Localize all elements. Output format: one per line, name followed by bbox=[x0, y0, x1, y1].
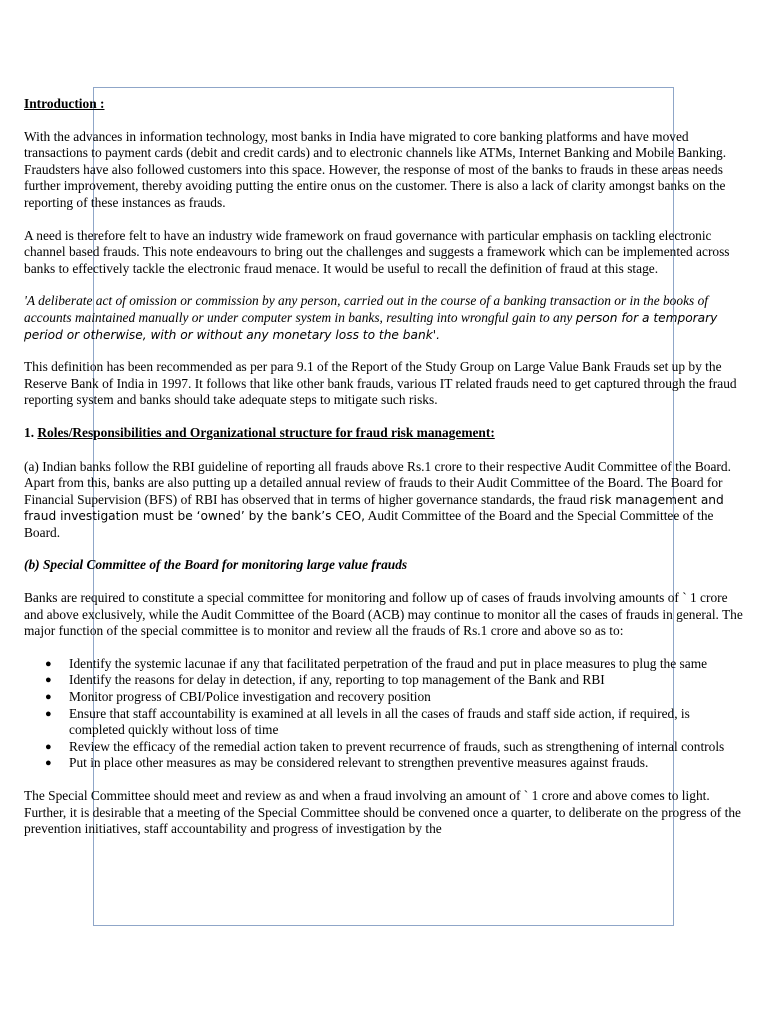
bullet-icon: ● bbox=[45, 757, 52, 770]
bullet-icon: ● bbox=[45, 740, 52, 753]
list-item bbox=[24, 656, 746, 673]
section-1b-paragraph: Banks are required to constitute a special committee for monitoring and follow up of cases of frauds involving amounts of ` 1 crore and above exclusively, while the Audit Committee of the Board (ACB) may continue to monitor all the cases of frauds in general. The major function of the special committee is to monitor and review all the frauds of Rs.1 crore and above so as to: bbox=[24, 590, 743, 639]
section-1c-paragraph: The Special Committee should meet and review as and when a fraud involving an amount of ` 1 crore and above comes to light. Further, it is desirable that a meeting of the Special Committee should be convened once a quarter, to deliberate on the progress of the prevention initiatives, staff accountability and progress of investigation by the bbox=[24, 788, 741, 837]
section-1b-heading: (b) Special Committee of the Board for monitoring large value frauds bbox=[24, 557, 408, 573]
list-item-text: Identify the reasons for delay in detection, if any, reporting to top management of the Bank and RBI bbox=[69, 672, 605, 688]
list-item-text: Review the efficacy of the remedial action taken to prevent recurrence of frauds, such as strengthening of internal controls bbox=[69, 738, 725, 754]
document-body bbox=[24, 96, 746, 854]
introduction-heading-text: Introduction : bbox=[24, 96, 105, 111]
list-item-text: Ensure that staff accountability is examined at all levels in all the cases of frauds and staff side action, if required, is completed quickly without loss of time bbox=[69, 705, 690, 738]
bullet-icon: ● bbox=[45, 691, 52, 704]
section-1a-sans-text: risk management and fraud investigation must be ‘owned’ by the bank’s CEO, bbox=[24, 492, 724, 524]
list-item bbox=[24, 739, 746, 756]
bullet-icon: ● bbox=[45, 707, 52, 720]
fraud-definition-quote bbox=[24, 293, 746, 343]
section-1-number: 1. bbox=[24, 424, 38, 440]
bullet-icon: ● bbox=[45, 657, 52, 670]
list-item bbox=[24, 672, 746, 689]
list-item-text: Monitor progress of CBI/Police investigation and recovery position bbox=[69, 689, 431, 705]
bullet-icon: ● bbox=[45, 674, 52, 687]
list-item-text: Put in place other measures as may be considered relevant to strengthen preventive measures against frauds. bbox=[69, 755, 649, 771]
introduction-paragraph-2: A need is therefore felt to have an industry wide framework on fraud governance with particular emphasis on tackling electronic channel based frauds. This note endeavours to bring out the challenges and suggests a framework which can be implemented across banks to effectively tackle the electronic fraud menace. It would be useful to recall the definition of fraud at this stage. bbox=[24, 227, 730, 276]
list-item bbox=[24, 689, 746, 706]
introduction-paragraph-3: This definition has been recommended as per para 9.1 of the Report of the Study Group on Large Value Bank Frauds set up by the Reserve Bank of India in 1997. It follows that like other bank frauds, various IT related frauds need to get captured through the fraud reporting system and banks should take adequate steps to mitigate such risks. bbox=[24, 359, 737, 408]
quote-main-text: 'A deliberate act of omission or commission by any person, carried out in the course of a banking transaction or in the books of accounts maintained manually or under computer system in banks, resulting into wrongful gain to any bbox=[24, 293, 708, 325]
list-item bbox=[24, 755, 746, 772]
quote-tail-text: person for a temporary period or otherwise, with or without any monetary loss to the bank'. bbox=[24, 310, 718, 342]
introduction-heading bbox=[24, 96, 746, 113]
introduction-paragraph-1: With the advances in information technology, most banks in India have migrated to core banking platforms and have moved transactions to payment cards (debit and credit cards) and to electronic channels like ATMs, Internet Banking and Mobile Banking. Fraudsters have also followed customers into this space. However, the response of most of the banks to frauds in these areas needs further improvement, thereby avoiding putting the entire onus on the customer. There is also a lack of clarity amongst banks on the reporting of these instances as frauds. bbox=[24, 128, 727, 210]
list-item-text: Identify the systemic lacunae if any that facilitated perpetration of the fraud and put in place measures to plug the same bbox=[69, 655, 708, 671]
section-1-title: Roles/Responsibilities and Organizational structure for fraud risk management: bbox=[37, 424, 495, 440]
section-1a-tail-text: Audit Committee of the Board and the Special Committee of the Board. bbox=[24, 508, 714, 540]
section-1a-paragraph bbox=[24, 459, 746, 542]
committee-functions-list bbox=[24, 656, 746, 772]
section-1-heading bbox=[24, 425, 746, 442]
section-1a-main-text: (a) Indian banks follow the RBI guideline of reporting all frauds above Rs.1 crore to their respective Audit Committee of the Board. Apart from this, banks are also putting up a detailed annual review of frauds to their Audit Committee of the Board. The Board for Financial Supervision (BFS) of RBI has observed that in terms of higher governance standards, the fraud bbox=[24, 458, 731, 507]
list-item bbox=[24, 706, 746, 739]
